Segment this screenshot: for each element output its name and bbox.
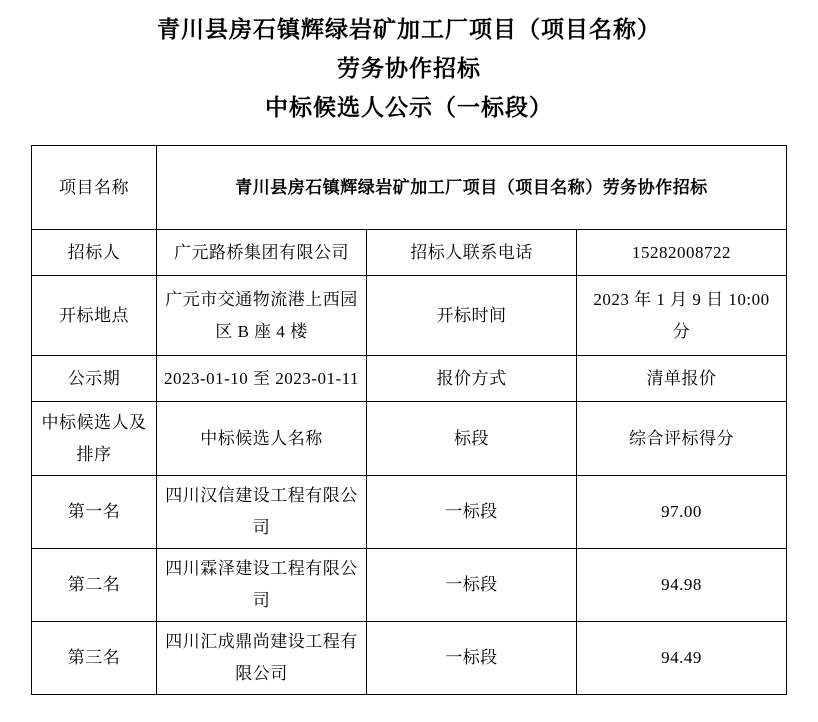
candidate-name-header: 中标候选人名称: [157, 402, 367, 476]
bid-open-place-value: 广元市交通物流港上西园区 B 座 4 楼: [157, 276, 367, 356]
candidate-score: 94.98: [577, 549, 787, 622]
candidate-name: 四川霖泽建设工程有限公司: [157, 549, 367, 622]
project-name-label: 项目名称: [32, 146, 157, 230]
quote-method-value: 清单报价: [577, 356, 787, 402]
candidate-name: 四川汉信建设工程有限公司: [157, 476, 367, 549]
candidate-section: 一标段: [367, 549, 577, 622]
tenderer-label: 招标人: [32, 230, 157, 276]
table-row: [32, 549, 787, 622]
table-row-bid-open: [32, 276, 787, 356]
tenderer-phone-value: 15282008722: [577, 230, 787, 276]
candidate-rank: 第一名: [32, 476, 157, 549]
candidate-rank: 第二名: [32, 549, 157, 622]
table-row-candidates-header: [32, 402, 787, 476]
table-row-tenderer: [32, 230, 787, 276]
score-header: 综合评标得分: [577, 402, 787, 476]
candidates-label: 中标候选人及排序: [32, 402, 157, 476]
bid-open-time-label: 开标时间: [367, 276, 577, 356]
project-name-value: 青川县房石镇辉绿岩矿加工厂项目（项目名称）劳务协作招标: [157, 146, 787, 230]
announcement-table-wrapper: [31, 145, 787, 695]
candidate-section: 一标段: [367, 622, 577, 695]
candidate-score: 97.00: [577, 476, 787, 549]
table-row-project-name: [32, 146, 787, 230]
candidate-section: 一标段: [367, 476, 577, 549]
publicity-period-value: 2023-01-10 至 2023-01-11: [157, 356, 367, 402]
table-row: [32, 476, 787, 549]
section-header: 标段: [367, 402, 577, 476]
table-row-publicity: [32, 356, 787, 402]
document-heading: [0, 0, 818, 127]
bid-open-time-value: 2023 年 1 月 9 日 10:00 分: [577, 276, 787, 356]
quote-method-label: 报价方式: [367, 356, 577, 402]
heading-line-2: 劳务协作招标: [337, 56, 481, 81]
heading-line-1: 青川县房石镇辉绿岩矿加工厂项目（项目名称）: [157, 17, 661, 42]
candidate-score: 94.49: [577, 622, 787, 695]
heading-line-3: 中标候选人公示（一标段）: [265, 95, 553, 120]
tenderer-value: 广元路桥集团有限公司: [157, 230, 367, 276]
announcement-table: [31, 145, 787, 695]
table-row: [32, 622, 787, 695]
candidate-name: 四川汇成鼎尚建设工程有限公司: [157, 622, 367, 695]
bid-open-place-label: 开标地点: [32, 276, 157, 356]
tenderer-phone-label: 招标人联系电话: [367, 230, 577, 276]
publicity-period-label: 公示期: [32, 356, 157, 402]
candidate-rank: 第三名: [32, 622, 157, 695]
